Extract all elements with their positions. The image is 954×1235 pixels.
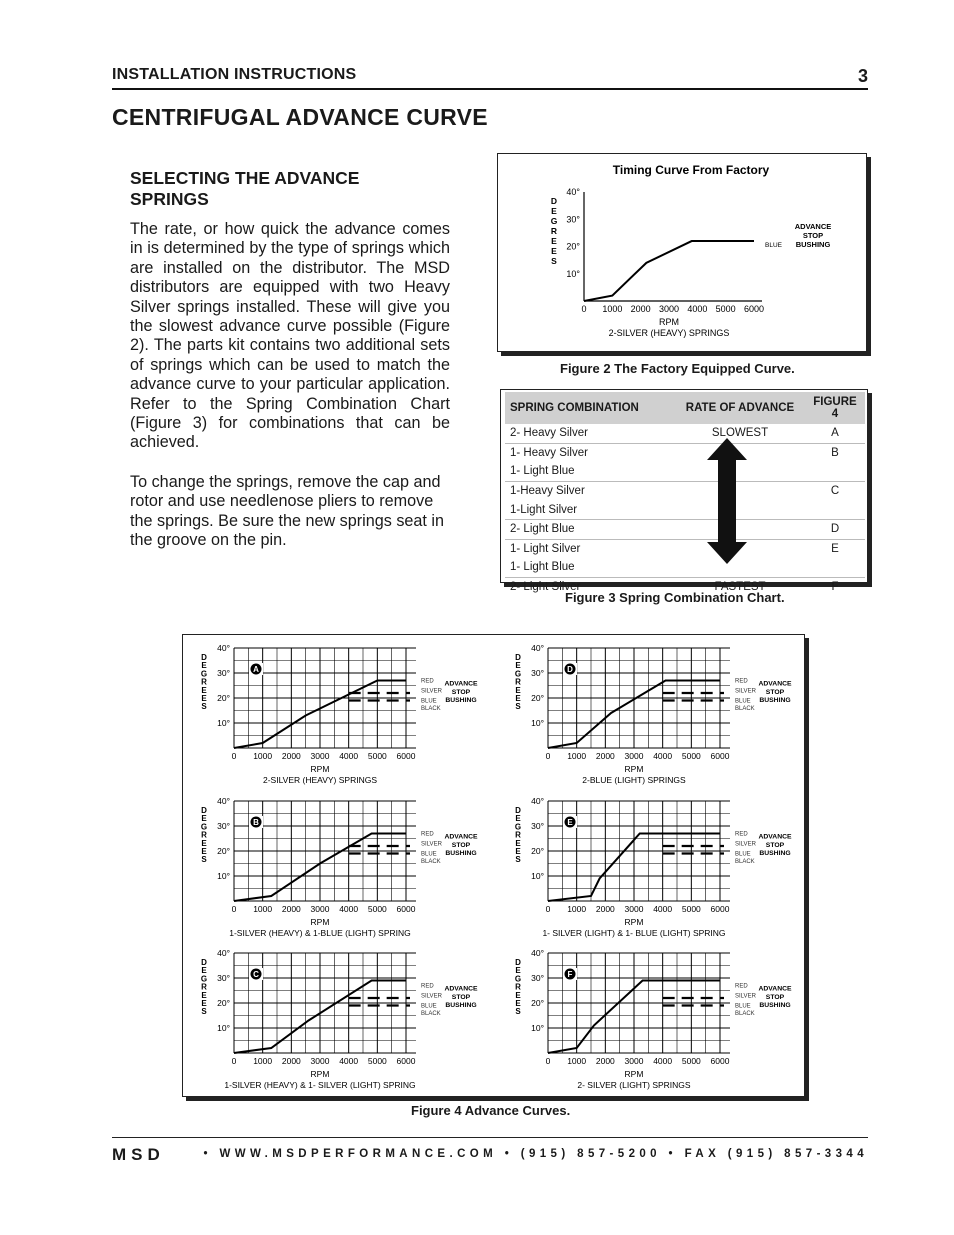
panel-d bbox=[515, 643, 792, 785]
y-axis-label: S bbox=[515, 855, 521, 865]
bushing-label: STOP bbox=[451, 993, 471, 1001]
bushing-color-label: BLACK bbox=[421, 858, 441, 865]
x-tick-label: 2000 bbox=[281, 751, 301, 761]
x-axis-label: RPM bbox=[310, 764, 330, 774]
paragraph-2: To change the springs, remove the cap and rotor and use needlenose pliers to remove the springs. Be sure the new springs seat in the groove on the pin. bbox=[130, 473, 445, 550]
springs-label: 1- SILVER (LIGHT) & 1- BLUE (LIGHT) SPRING bbox=[542, 928, 726, 938]
bushing-label: ADVANCE bbox=[758, 680, 792, 688]
y-axis-label: G bbox=[514, 974, 522, 984]
panel-a bbox=[201, 643, 478, 785]
spring-cell: 1- Heavy Silver bbox=[505, 443, 675, 462]
y-tick-label: 20° bbox=[531, 998, 544, 1008]
panel-letter: C bbox=[253, 970, 259, 979]
x-tick-label: 1000 bbox=[253, 751, 273, 761]
bushing-label: STOP bbox=[765, 841, 785, 849]
y-axis-label: S bbox=[201, 855, 207, 865]
x-tick-label: 1000 bbox=[567, 751, 587, 761]
y-axis-label: E bbox=[201, 990, 207, 1000]
y-tick-label: 20° bbox=[531, 693, 544, 703]
panel-b bbox=[201, 796, 478, 938]
table-row bbox=[505, 500, 865, 519]
y-axis-label: E bbox=[515, 966, 521, 976]
y-axis-label: E bbox=[551, 236, 557, 246]
bushing-color-label: SILVER bbox=[421, 993, 442, 1000]
springs-label: 2- SILVER (LIGHT) SPRINGS bbox=[577, 1080, 691, 1090]
springs-label: 1-SILVER (HEAVY) & 1-BLUE (LIGHT) SPRING bbox=[229, 928, 411, 938]
x-tick-label: 4000 bbox=[653, 751, 673, 761]
figure-cell: A bbox=[831, 427, 839, 440]
spring-combination-table bbox=[505, 392, 865, 596]
x-tick-label: 6000 bbox=[710, 904, 730, 914]
y-axis-label: E bbox=[201, 966, 207, 976]
bushing-label: ADVANCE bbox=[444, 985, 478, 993]
bushing-label: BUSHING bbox=[759, 850, 791, 858]
y-axis-label: R bbox=[550, 226, 558, 236]
x-tick-label: 2000 bbox=[281, 1056, 301, 1066]
x-tick-label: 2000 bbox=[595, 751, 615, 761]
x-tick-label: 0 bbox=[545, 904, 551, 914]
figure-cell bbox=[805, 500, 865, 519]
x-tick-label: 1000 bbox=[253, 1056, 273, 1066]
y-axis-label: D bbox=[515, 653, 521, 662]
y-axis-label: D bbox=[201, 653, 207, 662]
bushing-label: ADVANCE bbox=[794, 222, 832, 231]
y-axis-label: E bbox=[201, 661, 207, 671]
bushing-label: BUSHING bbox=[795, 240, 831, 249]
x-tick-label: 2000 bbox=[630, 304, 651, 314]
x-tick-label: 4000 bbox=[339, 1056, 359, 1066]
bushing-color-label: BLUE bbox=[421, 1003, 437, 1010]
y-tick-label: 10° bbox=[217, 1023, 230, 1033]
y-axis-label: D bbox=[201, 806, 207, 815]
x-axis-label: RPM bbox=[310, 1069, 330, 1079]
table-row bbox=[505, 443, 865, 462]
subheading: SELECTING THE ADVANCE SPRINGS bbox=[130, 168, 360, 209]
y-axis-label: E bbox=[201, 847, 207, 856]
table-header-row bbox=[505, 392, 865, 424]
bushing-label: STOP bbox=[802, 231, 824, 240]
col-figure-4: FIGURE 4 bbox=[805, 392, 865, 424]
col-spring-combination: SPRING COMBINATION bbox=[505, 392, 675, 424]
x-tick-label: 0 bbox=[581, 304, 587, 314]
x-tick-label: 1000 bbox=[567, 1056, 587, 1066]
x-tick-label: 2000 bbox=[281, 904, 301, 914]
y-axis-label: E bbox=[515, 814, 521, 824]
y-axis-label: E bbox=[201, 999, 207, 1008]
y-axis-label: E bbox=[515, 685, 521, 695]
y-tick-label: 30° bbox=[531, 973, 544, 983]
page-title: CENTRIFUGAL ADVANCE CURVE bbox=[112, 104, 488, 130]
y-axis-label: R bbox=[201, 677, 207, 687]
x-tick-label: 4000 bbox=[339, 751, 359, 761]
page-header bbox=[112, 66, 868, 90]
springs-label: 2-SILVER (HEAVY) SPRINGS bbox=[608, 328, 730, 338]
spring-cell: 2- Heavy Silver bbox=[510, 427, 588, 440]
y-tick-label: 40° bbox=[217, 796, 230, 806]
y-axis-label: D bbox=[515, 958, 521, 967]
bushing-label: ADVANCE bbox=[444, 833, 478, 841]
bushing-color-label: BLUE bbox=[421, 698, 437, 705]
bushing-color-label: BLUE bbox=[735, 1003, 751, 1010]
table-row bbox=[505, 539, 865, 558]
springs-label: 2-SILVER (HEAVY) SPRINGS bbox=[263, 775, 377, 785]
x-tick-label: 3000 bbox=[310, 1056, 330, 1066]
y-axis-label: E bbox=[551, 206, 557, 216]
y-axis-label: E bbox=[201, 685, 207, 695]
x-tick-label: 3000 bbox=[624, 1056, 644, 1066]
y-tick-label: 10° bbox=[531, 1023, 544, 1033]
x-axis-label: RPM bbox=[310, 917, 330, 927]
y-axis-label: G bbox=[200, 822, 208, 832]
bushing-color-label: BLACK bbox=[735, 705, 755, 712]
y-axis-label: E bbox=[515, 999, 521, 1008]
page-footer bbox=[112, 1137, 868, 1162]
bushing-color-label: BLUE bbox=[421, 851, 437, 858]
x-tick-label: 6000 bbox=[743, 304, 765, 314]
x-tick-label: 1000 bbox=[253, 904, 273, 914]
bushing-color-label: BLACK bbox=[421, 1010, 441, 1017]
page-number: 3 bbox=[857, 66, 868, 86]
bushing-color-label: SILVER bbox=[421, 688, 442, 695]
y-axis-label: E bbox=[515, 838, 521, 848]
y-axis-label: E bbox=[201, 838, 207, 848]
y-tick-label: 30° bbox=[217, 973, 230, 983]
x-tick-label: 6000 bbox=[396, 1056, 416, 1066]
bushing-label: BUSHING bbox=[759, 1002, 791, 1010]
spring-cell: 1- Light Silver bbox=[505, 539, 675, 558]
y-axis-label: S bbox=[515, 1007, 521, 1017]
y-axis-label: E bbox=[515, 847, 521, 856]
y-axis-label: E bbox=[201, 694, 207, 703]
y-tick-label: 20° bbox=[217, 693, 230, 703]
spring-cell: 1- Light Blue bbox=[510, 465, 575, 478]
x-tick-label: 0 bbox=[231, 751, 237, 761]
bushing-label: STOP bbox=[765, 993, 785, 1001]
y-axis-label: G bbox=[200, 974, 208, 984]
y-tick-label: 30° bbox=[217, 821, 230, 831]
bushing-label: STOP bbox=[451, 688, 471, 696]
bushing-color-label: SILVER bbox=[735, 688, 756, 695]
x-tick-label: 3000 bbox=[310, 904, 330, 914]
panel-letter: A bbox=[253, 665, 259, 674]
bushing-label: BUSHING bbox=[759, 697, 791, 705]
y-tick-label: 30° bbox=[566, 214, 580, 225]
table-row bbox=[505, 519, 865, 539]
bushing-color-label: BLUE bbox=[735, 698, 751, 705]
panel-e bbox=[515, 796, 792, 938]
x-tick-label: 2000 bbox=[595, 904, 615, 914]
y-tick-label: 10° bbox=[531, 871, 544, 881]
y-axis-label: E bbox=[515, 990, 521, 1000]
y-tick-label: 20° bbox=[531, 846, 544, 856]
x-tick-label: 0 bbox=[545, 1056, 551, 1066]
y-axis-label: E bbox=[551, 246, 557, 256]
y-tick-label: 40° bbox=[217, 643, 230, 653]
figure-4-box bbox=[182, 634, 805, 1097]
x-tick-label: 6000 bbox=[710, 751, 730, 761]
y-axis-label: R bbox=[201, 982, 207, 992]
y-tick-label: 20° bbox=[566, 241, 580, 252]
figure-cell: E bbox=[805, 539, 865, 558]
x-tick-label: 5000 bbox=[681, 1056, 701, 1066]
figure-4-caption: Figure 4 Advance Curves. bbox=[411, 1103, 571, 1118]
y-axis-label: G bbox=[514, 669, 522, 679]
x-tick-label: 5000 bbox=[367, 1056, 387, 1066]
figure-cell bbox=[805, 558, 865, 577]
x-tick-label: 3000 bbox=[310, 751, 330, 761]
y-tick-label: 40° bbox=[217, 948, 230, 958]
paragraph-1: The rate, or how quick the advance comes in is determined by the type of springs which are installed on the distributor. The MSD distributors are equipped with two Heavy Silver springs installed. These will give you the slowest advance curve possible (Figure 2). The parts kit contains two additional sets of springs which can be used to match the advance curve to your particular application. Refer to the Spring Combination Chart (Figure 3) for combinations that can be achieved. bbox=[130, 220, 450, 452]
springs-label: 1-SILVER (HEAVY) & 1- SILVER (LIGHT) SPRING bbox=[224, 1080, 416, 1090]
x-tick-label: 6000 bbox=[396, 751, 416, 761]
x-axis-label: RPM bbox=[659, 317, 679, 327]
y-axis-label: E bbox=[515, 661, 521, 671]
rate-cell: FASTEST bbox=[675, 577, 805, 596]
bushing-color-label: SILVER bbox=[421, 841, 442, 848]
y-tick-label: 20° bbox=[217, 846, 230, 856]
figure-2-caption: Figure 2 The Factory Equipped Curve. bbox=[560, 361, 795, 376]
bushing-color-label: RED bbox=[735, 983, 748, 990]
figure-cell: C bbox=[805, 481, 865, 500]
bushing-color-label: BLUE bbox=[735, 851, 751, 858]
figure-2-box bbox=[497, 153, 867, 352]
table-row bbox=[505, 424, 865, 443]
bushing-color-label: BLACK bbox=[735, 1010, 755, 1017]
bushing-color-label: BLACK bbox=[735, 858, 755, 865]
y-axis-label: D bbox=[550, 196, 558, 206]
table-row bbox=[505, 558, 865, 577]
x-tick-label: 0 bbox=[231, 904, 237, 914]
panel-c bbox=[201, 948, 478, 1090]
y-axis-label: G bbox=[514, 822, 522, 832]
x-tick-label: 2000 bbox=[595, 1056, 615, 1066]
x-tick-label: 5000 bbox=[681, 751, 701, 761]
x-tick-label: 1000 bbox=[602, 304, 623, 314]
spring-cell: 1-Light Silver bbox=[510, 503, 578, 516]
bushing-color-label: RED bbox=[421, 831, 434, 838]
y-axis-label: G bbox=[200, 669, 208, 679]
x-tick-label: 4000 bbox=[653, 904, 673, 914]
y-axis-label: R bbox=[515, 982, 521, 992]
y-tick-label: 40° bbox=[566, 187, 580, 197]
springs-label: 2-BLUE (LIGHT) SPRINGS bbox=[582, 775, 686, 785]
figure-cell bbox=[805, 462, 865, 481]
y-axis-label: E bbox=[201, 814, 207, 824]
spring-cell: 2- Light Silver bbox=[505, 577, 675, 596]
rate-cell: SLOWEST bbox=[711, 427, 769, 440]
y-axis-label: E bbox=[515, 694, 521, 703]
figure-cell: D bbox=[805, 519, 865, 539]
bushing-label: ADVANCE bbox=[444, 680, 478, 688]
contact-info: • WWW.MSDPERFORMANCE.COM • (915) 857-5200 • FAX (915) 857-3344 bbox=[203, 1148, 868, 1160]
bushing-color-label: RED bbox=[421, 983, 434, 990]
y-tick-label: 10° bbox=[217, 871, 230, 881]
x-axis-label: RPM bbox=[624, 917, 644, 927]
x-tick-label: 6000 bbox=[710, 1056, 730, 1066]
col-rate-of-advance: RATE OF ADVANCE bbox=[675, 392, 805, 424]
y-axis-label: S bbox=[201, 1007, 207, 1017]
x-tick-label: 5000 bbox=[715, 304, 736, 314]
y-axis-label: S bbox=[515, 702, 521, 712]
y-tick-label: 20° bbox=[217, 998, 230, 1008]
spring-cell: 1- Light Blue bbox=[510, 561, 575, 574]
bushing-color-label: RED bbox=[421, 678, 434, 685]
y-axis-label: D bbox=[201, 958, 207, 967]
panel-letter: D bbox=[567, 665, 573, 674]
y-axis-label: R bbox=[201, 830, 207, 840]
table-row bbox=[505, 481, 865, 500]
y-tick-label: 40° bbox=[531, 948, 544, 958]
bushing-label: ADVANCE bbox=[758, 833, 792, 841]
x-tick-label: 0 bbox=[545, 751, 551, 761]
y-tick-label: 40° bbox=[531, 796, 544, 806]
x-tick-label: 1000 bbox=[567, 904, 587, 914]
bushing-label: ADVANCE bbox=[758, 985, 792, 993]
x-tick-label: 3000 bbox=[658, 304, 680, 314]
y-tick-label: 40° bbox=[531, 643, 544, 653]
x-axis-label: RPM bbox=[624, 764, 644, 774]
section-label: INSTALLATION INSTRUCTIONS bbox=[112, 66, 357, 83]
x-tick-label: 5000 bbox=[367, 751, 387, 761]
spring-cell: 1-Heavy Silver bbox=[505, 481, 675, 500]
x-tick-label: 5000 bbox=[367, 904, 387, 914]
y-axis-label: S bbox=[201, 702, 207, 712]
x-tick-label: 3000 bbox=[624, 904, 644, 914]
y-tick-label: 30° bbox=[217, 668, 230, 678]
bushing-label: STOP bbox=[765, 688, 785, 696]
y-axis-label: R bbox=[515, 830, 521, 840]
y-tick-label: 30° bbox=[531, 668, 544, 678]
panel-letter: B bbox=[253, 818, 259, 827]
bushing-color-label: BLACK bbox=[421, 705, 441, 712]
bushing-color-label: RED bbox=[735, 831, 748, 838]
rate-arrow-icon bbox=[707, 438, 747, 564]
panel-letter: F bbox=[567, 970, 573, 979]
y-axis-label: G bbox=[550, 216, 558, 226]
bushing-color-label: RED bbox=[735, 678, 748, 685]
y-axis-label: D bbox=[515, 806, 521, 815]
figure-2-title: Timing Curve From Factory bbox=[612, 163, 770, 177]
x-tick-label: 4000 bbox=[653, 1056, 673, 1066]
y-axis-label: S bbox=[551, 256, 557, 266]
bushing-label: BUSHING bbox=[445, 1002, 477, 1010]
factory-curve bbox=[551, 187, 764, 338]
bushing-label: BUSHING bbox=[445, 850, 477, 858]
figure-cell: F bbox=[805, 577, 865, 596]
x-tick-label: 5000 bbox=[681, 904, 701, 914]
panel-f bbox=[515, 948, 792, 1090]
x-tick-label: 4000 bbox=[339, 904, 359, 914]
figure-3-caption: Figure 3 Spring Combination Chart. bbox=[565, 590, 785, 605]
bushing-color-label: SILVER bbox=[735, 841, 756, 848]
bushing-color-label: SILVER bbox=[735, 993, 756, 1000]
y-tick-label: 30° bbox=[531, 821, 544, 831]
x-tick-label: 6000 bbox=[396, 904, 416, 914]
bushing-label: STOP bbox=[451, 841, 471, 849]
y-axis-label: R bbox=[515, 677, 521, 687]
y-tick-label: 10° bbox=[566, 268, 580, 279]
spring-cell: 2- Light Blue bbox=[505, 519, 675, 539]
factory-curve-chart bbox=[498, 154, 866, 351]
x-axis-label: RPM bbox=[624, 1069, 644, 1079]
panel-letter: E bbox=[567, 818, 573, 827]
y-tick-label: 10° bbox=[531, 718, 544, 728]
bushing-label: BUSHING bbox=[445, 697, 477, 705]
line-label: BLUE bbox=[765, 242, 782, 249]
y-tick-label: 10° bbox=[217, 718, 230, 728]
advance-curves-chart bbox=[183, 635, 804, 1096]
x-tick-label: 0 bbox=[231, 1056, 237, 1066]
figure-cell: B bbox=[805, 443, 865, 462]
table-row bbox=[505, 462, 865, 481]
x-tick-label: 4000 bbox=[687, 304, 708, 314]
advance-curve bbox=[584, 241, 754, 301]
brand-logo: MSD bbox=[112, 1145, 165, 1164]
x-tick-label: 3000 bbox=[624, 751, 644, 761]
